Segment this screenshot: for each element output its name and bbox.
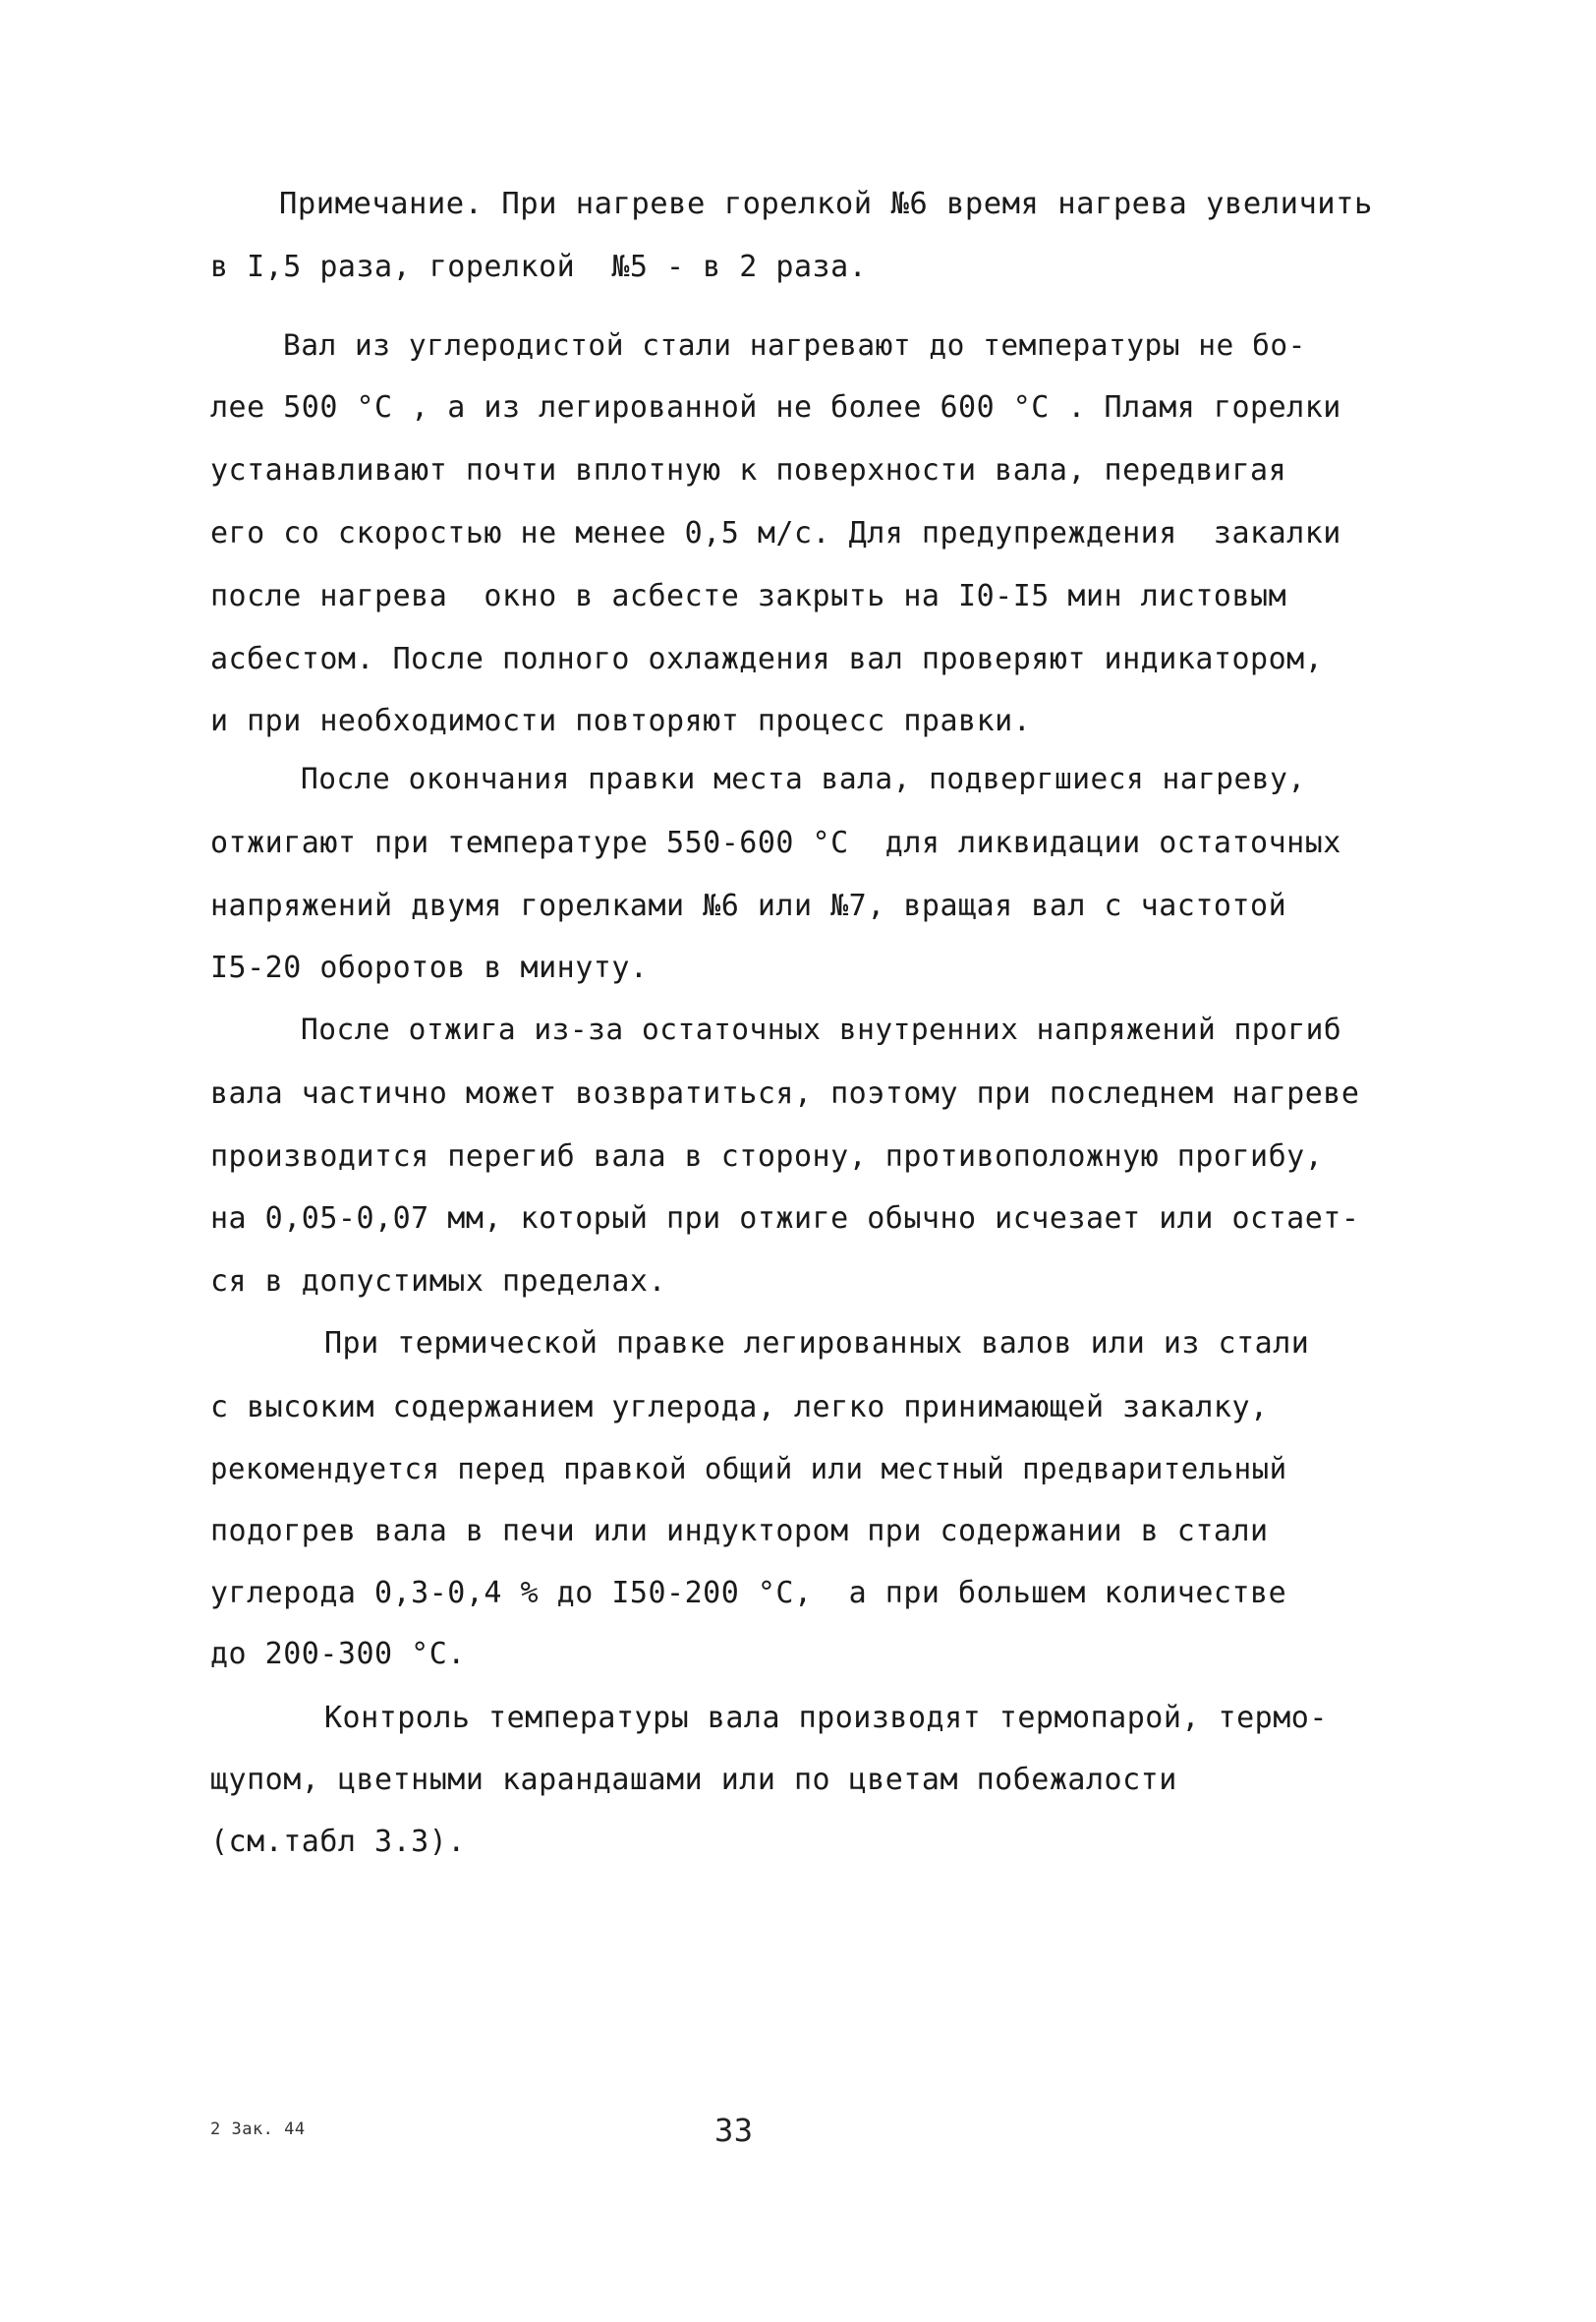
paragraph-line: щупом, цветными карандашами или по цветам побежалости (210, 1763, 1177, 1797)
paragraph-line: лее 500 °С , а из легированной не более 600 °С . Пламя горелки (210, 390, 1341, 425)
paragraph-line: производится перегиб вала в сторону, противоположную прогибу, (210, 1139, 1324, 1174)
paragraph-line: Контроль температуры вала производят термопарой, термо- (324, 1701, 1328, 1735)
paragraph-line: его со скоростью не менее 0,5 м/с. Для предупреждения закалки (210, 516, 1341, 551)
paragraph-line: асбестом. После полного охлаждения вал проверяют индикатором, (210, 642, 1324, 676)
paragraph-line: с высоким содержанием углерода, легко принимающей закалку, (210, 1390, 1269, 1424)
paragraph-line: подогрев вала в печи или индуктором при содержании в стали (210, 1514, 1269, 1548)
note-line: Примечание. При нагреве горелкой №6 время нагрева увеличить (279, 187, 1373, 221)
paragraph-line: Вал из углеродистой стали нагревают до температуры не бо- (283, 328, 1306, 362)
paragraph-line: ся в допустимых пределах. (210, 1264, 667, 1299)
paragraph-line: до 200-300 °С. (210, 1637, 466, 1671)
paragraph-line: устанавливают почти вплотную к поверхности вала, передвигая (210, 453, 1287, 488)
paragraph-line: напряжений двумя горелками №6 или №7, вращая вал с частотой (210, 889, 1287, 923)
paragraph-line: на 0,05-0,07 мм, который при отжиге обычно исчезает или остает- (210, 1201, 1360, 1236)
paragraph-line: вала частично может возвратиться, поэтому при последнем нагреве (210, 1076, 1360, 1111)
paragraph-line: После окончания правки места вала, подвергшиеся нагреву, (301, 762, 1306, 795)
paragraph-line: После отжига из-за остаточных внутренних напряжений прогиб (301, 1013, 1342, 1046)
paragraph-line: углерода 0,3-0,4 % до I50-200 °С, а при большем количестве (210, 1576, 1287, 1610)
footer-order-code: 2 Зак. 44 (210, 2119, 306, 2139)
paragraph-line: При термической правке легированных валов или из стали (324, 1326, 1310, 1361)
paragraph-line: рекомендуется перед правкой общий или местный предварительный (210, 1452, 1287, 1485)
page-number: 33 (714, 2112, 754, 2149)
paragraph-line: I5-20 оборотов в минуту. (210, 951, 649, 985)
paragraph-line: (см.табл 3.3). (210, 1825, 466, 1859)
paragraph-line: после нагрева окно в асбесте закрыть на I0-I5 мин листовым (210, 579, 1287, 613)
note-line: в I,5 раза, горелкой №5 - в 2 раза. (210, 250, 868, 284)
paragraph-line: отжигают при температуре 550-600 °С для ликвидации остаточных (210, 826, 1341, 860)
paragraph-line: и при необходимости повторяют процесс правки. (210, 704, 1032, 738)
